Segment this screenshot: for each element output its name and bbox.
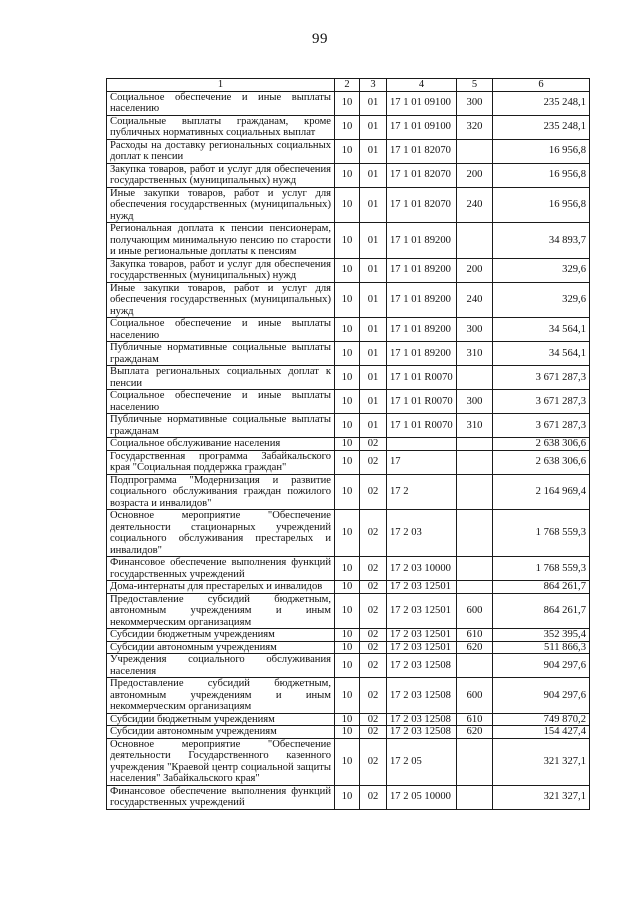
table-row xyxy=(107,785,590,809)
expense-type-cell: 300 xyxy=(457,91,493,115)
row-name-cell: Финансовое обеспечение выполнения функций государственных учреждений xyxy=(107,785,335,809)
target-article-cell: 17 2 03 xyxy=(387,510,457,557)
section-code-cell: 10 xyxy=(335,557,360,581)
target-article-cell: 17 1 01 09100 xyxy=(387,115,457,139)
subsection-code-cell: 01 xyxy=(360,163,387,187)
subsection-code-cell: 02 xyxy=(360,581,387,594)
section-code-cell: 10 xyxy=(335,678,360,714)
section-code-cell: 10 xyxy=(335,641,360,654)
expense-type-cell: 610 xyxy=(457,713,493,726)
target-article-cell: 17 2 03 12508 xyxy=(387,654,457,678)
amount-cell: 3 671 287,3 xyxy=(493,390,590,414)
table-row xyxy=(107,641,590,654)
amount-cell: 2 638 306,6 xyxy=(493,438,590,451)
section-code-cell: 10 xyxy=(335,726,360,739)
amount-cell: 34 893,7 xyxy=(493,223,590,259)
subsection-code-cell: 01 xyxy=(360,91,387,115)
subsection-code-cell: 02 xyxy=(360,438,387,451)
subsection-code-cell: 02 xyxy=(360,713,387,726)
row-name-cell: Закупка товаров, работ и услуг для обеспечения государственных (муниципальных) нужд xyxy=(107,163,335,187)
column-header: 1 xyxy=(107,79,335,92)
target-article-cell: 17 2 03 12508 xyxy=(387,726,457,739)
amount-cell: 3 671 287,3 xyxy=(493,366,590,390)
target-article-cell: 17 2 03 12508 xyxy=(387,713,457,726)
table-row xyxy=(107,115,590,139)
section-code-cell: 10 xyxy=(335,390,360,414)
amount-cell: 511 866,3 xyxy=(493,641,590,654)
expense-type-cell: 310 xyxy=(457,414,493,438)
table-row xyxy=(107,139,590,163)
subsection-code-cell: 01 xyxy=(360,258,387,282)
subsection-code-cell: 01 xyxy=(360,282,387,318)
subsection-code-cell: 02 xyxy=(360,785,387,809)
amount-cell: 2 164 969,4 xyxy=(493,474,590,510)
amount-cell: 235 248,1 xyxy=(493,91,590,115)
table-row xyxy=(107,581,590,594)
expense-type-cell: 240 xyxy=(457,187,493,223)
section-code-cell: 10 xyxy=(335,282,360,318)
expense-type-cell xyxy=(457,366,493,390)
amount-cell: 329,6 xyxy=(493,258,590,282)
target-article-cell: 17 1 01 82070 xyxy=(387,187,457,223)
subsection-code-cell: 02 xyxy=(360,629,387,642)
row-name-cell: Социальное обслуживание населения xyxy=(107,438,335,451)
row-name-cell: Основное мероприятие "Обеспечение деятельности стационарных учреждений социального обслуживания престарелых и инвалидов" xyxy=(107,510,335,557)
target-article-cell: 17 2 03 12501 xyxy=(387,629,457,642)
table-row xyxy=(107,726,590,739)
amount-cell: 2 638 306,6 xyxy=(493,450,590,474)
column-header: 5 xyxy=(457,79,493,92)
subsection-code-cell: 02 xyxy=(360,450,387,474)
column-header: 4 xyxy=(387,79,457,92)
section-code-cell: 10 xyxy=(335,163,360,187)
expense-type-cell: 600 xyxy=(457,678,493,714)
section-code-cell: 10 xyxy=(335,318,360,342)
amount-cell: 16 956,8 xyxy=(493,163,590,187)
target-article-cell: 17 2 03 12501 xyxy=(387,641,457,654)
section-code-cell: 10 xyxy=(335,342,360,366)
table-row xyxy=(107,91,590,115)
expense-type-cell xyxy=(457,738,493,785)
budget-table xyxy=(106,78,590,810)
expense-type-cell: 300 xyxy=(457,390,493,414)
subsection-code-cell: 01 xyxy=(360,342,387,366)
target-article-cell: 17 2 03 10000 xyxy=(387,557,457,581)
subsection-code-cell: 01 xyxy=(360,390,387,414)
table-header-row xyxy=(107,79,590,92)
section-code-cell: 10 xyxy=(335,438,360,451)
expense-type-cell: 310 xyxy=(457,342,493,366)
table-row xyxy=(107,223,590,259)
section-code-cell: 10 xyxy=(335,654,360,678)
expense-type-cell: 240 xyxy=(457,282,493,318)
table-row xyxy=(107,474,590,510)
section-code-cell: 10 xyxy=(335,785,360,809)
subsection-code-cell: 01 xyxy=(360,187,387,223)
expense-type-cell: 620 xyxy=(457,726,493,739)
section-code-cell: 10 xyxy=(335,187,360,223)
subsection-code-cell: 02 xyxy=(360,654,387,678)
column-header: 3 xyxy=(360,79,387,92)
expense-type-cell: 610 xyxy=(457,629,493,642)
expense-type-cell: 200 xyxy=(457,163,493,187)
expense-type-cell xyxy=(457,223,493,259)
table-row xyxy=(107,654,590,678)
row-name-cell: Публичные нормативные социальные выплаты гражданам xyxy=(107,342,335,366)
target-article-cell: 17 2 03 12501 xyxy=(387,593,457,629)
subsection-code-cell: 01 xyxy=(360,139,387,163)
subsection-code-cell: 02 xyxy=(360,726,387,739)
column-header: 6 xyxy=(493,79,590,92)
table-row xyxy=(107,258,590,282)
subsection-code-cell: 02 xyxy=(360,593,387,629)
amount-cell: 904 297,6 xyxy=(493,678,590,714)
row-name-cell: Социальное обеспечение и иные выплаты населению xyxy=(107,318,335,342)
amount-cell: 321 327,1 xyxy=(493,785,590,809)
subsection-code-cell: 02 xyxy=(360,678,387,714)
table-row xyxy=(107,510,590,557)
section-code-cell: 10 xyxy=(335,258,360,282)
subsection-code-cell: 02 xyxy=(360,474,387,510)
target-article-cell: 17 1 01 R0070 xyxy=(387,366,457,390)
table-row xyxy=(107,557,590,581)
table-row xyxy=(107,282,590,318)
table-row xyxy=(107,629,590,642)
row-name-cell: Социальное обеспечение и иные выплаты населению xyxy=(107,91,335,115)
row-name-cell: Финансовое обеспечение выполнения функций государственных учреждений xyxy=(107,557,335,581)
target-article-cell: 17 1 01 09100 xyxy=(387,91,457,115)
row-name-cell: Социальное обеспечение и иные выплаты населению xyxy=(107,390,335,414)
expense-type-cell xyxy=(457,510,493,557)
table-row xyxy=(107,187,590,223)
row-name-cell: Государственная программа Забайкальского края "Социальная поддержка граждан" xyxy=(107,450,335,474)
subsection-code-cell: 01 xyxy=(360,366,387,390)
table-row xyxy=(107,318,590,342)
row-name-cell: Закупка товаров, работ и услуг для обеспечения государственных (муниципальных) нужд xyxy=(107,258,335,282)
amount-cell: 235 248,1 xyxy=(493,115,590,139)
table-row xyxy=(107,593,590,629)
subsection-code-cell: 01 xyxy=(360,115,387,139)
subsection-code-cell: 01 xyxy=(360,414,387,438)
section-code-cell: 10 xyxy=(335,581,360,594)
section-code-cell: 10 xyxy=(335,139,360,163)
section-code-cell: 10 xyxy=(335,115,360,139)
target-article-cell: 17 2 xyxy=(387,474,457,510)
target-article-cell: 17 2 05 10000 xyxy=(387,785,457,809)
row-name-cell: Социальные выплаты гражданам, кроме публичных нормативных социальных выплат xyxy=(107,115,335,139)
section-code-cell: 10 xyxy=(335,713,360,726)
target-article-cell: 17 1 01 82070 xyxy=(387,163,457,187)
target-article-cell: 17 xyxy=(387,450,457,474)
amount-cell: 16 956,8 xyxy=(493,139,590,163)
expense-type-cell xyxy=(457,450,493,474)
amount-cell: 154 427,4 xyxy=(493,726,590,739)
amount-cell: 352 395,4 xyxy=(493,629,590,642)
expense-type-cell: 620 xyxy=(457,641,493,654)
amount-cell: 904 297,6 xyxy=(493,654,590,678)
expense-type-cell: 200 xyxy=(457,258,493,282)
row-name-cell: Субсидии бюджетным учреждениям xyxy=(107,629,335,642)
table-row xyxy=(107,738,590,785)
expense-type-cell xyxy=(457,557,493,581)
table-row xyxy=(107,366,590,390)
target-article-cell: 17 1 01 89200 xyxy=(387,223,457,259)
table-row xyxy=(107,713,590,726)
amount-cell: 864 261,7 xyxy=(493,581,590,594)
amount-cell: 321 327,1 xyxy=(493,738,590,785)
row-name-cell: Подпрограмма "Модернизация и развитие социального обслуживания граждан пожилого возраста и инвалидов" xyxy=(107,474,335,510)
subsection-code-cell: 02 xyxy=(360,641,387,654)
section-code-cell: 10 xyxy=(335,474,360,510)
table-body xyxy=(107,91,590,809)
row-name-cell: Публичные нормативные социальные выплаты гражданам xyxy=(107,414,335,438)
section-code-cell: 10 xyxy=(335,450,360,474)
target-article-cell: 17 1 01 R0070 xyxy=(387,414,457,438)
expense-type-cell xyxy=(457,438,493,451)
amount-cell: 1 768 559,3 xyxy=(493,510,590,557)
expense-type-cell xyxy=(457,139,493,163)
table-row xyxy=(107,163,590,187)
table-row xyxy=(107,438,590,451)
expense-type-cell xyxy=(457,654,493,678)
row-name-cell: Иные закупки товаров, работ и услуг для обеспечения государственных (муниципальных) нужд xyxy=(107,282,335,318)
section-code-cell: 10 xyxy=(335,414,360,438)
section-code-cell: 10 xyxy=(335,629,360,642)
row-name-cell: Выплата региональных социальных доплат к пенсии xyxy=(107,366,335,390)
page-number: 99 xyxy=(312,31,328,47)
target-article-cell: 17 2 05 xyxy=(387,738,457,785)
row-name-cell: Иные закупки товаров, работ и услуг для обеспечения государственных (муниципальных) нужд xyxy=(107,187,335,223)
subsection-code-cell: 02 xyxy=(360,510,387,557)
section-code-cell: 10 xyxy=(335,593,360,629)
amount-cell: 34 564,1 xyxy=(493,318,590,342)
row-name-cell: Предоставление субсидий бюджетным, автономным учреждениям и иным некоммерческим организациям xyxy=(107,678,335,714)
section-code-cell: 10 xyxy=(335,91,360,115)
section-code-cell: 10 xyxy=(335,366,360,390)
row-name-cell: Расходы на доставку региональных социальных доплат к пенсии xyxy=(107,139,335,163)
target-article-cell: 17 2 03 12501 xyxy=(387,581,457,594)
expense-type-cell: 300 xyxy=(457,318,493,342)
amount-cell: 16 956,8 xyxy=(493,187,590,223)
row-name-cell: Предоставление субсидий бюджетным, автономным учреждениям и иным некоммерческим организациям xyxy=(107,593,335,629)
column-header: 2 xyxy=(335,79,360,92)
expense-type-cell xyxy=(457,474,493,510)
amount-cell: 749 870,2 xyxy=(493,713,590,726)
amount-cell: 329,6 xyxy=(493,282,590,318)
target-article-cell: 17 1 01 89200 xyxy=(387,258,457,282)
row-name-cell: Дома-интернаты для престарелых и инвалидов xyxy=(107,581,335,594)
row-name-cell: Учреждения социального обслуживания населения xyxy=(107,654,335,678)
target-article-cell xyxy=(387,438,457,451)
amount-cell: 864 261,7 xyxy=(493,593,590,629)
expense-type-cell xyxy=(457,581,493,594)
subsection-code-cell: 02 xyxy=(360,738,387,785)
section-code-cell: 10 xyxy=(335,510,360,557)
row-name-cell: Субсидии бюджетным учреждениям xyxy=(107,713,335,726)
expense-type-cell: 600 xyxy=(457,593,493,629)
subsection-code-cell: 02 xyxy=(360,557,387,581)
section-code-cell: 10 xyxy=(335,738,360,785)
section-code-cell: 10 xyxy=(335,223,360,259)
expense-type-cell xyxy=(457,785,493,809)
table-row xyxy=(107,450,590,474)
table-row xyxy=(107,342,590,366)
subsection-code-cell: 01 xyxy=(360,223,387,259)
row-name-cell: Субсидии автономным учреждениям xyxy=(107,641,335,654)
target-article-cell: 17 1 01 89200 xyxy=(387,282,457,318)
target-article-cell: 17 1 01 89200 xyxy=(387,318,457,342)
row-name-cell: Субсидии автономным учреждениям xyxy=(107,726,335,739)
target-article-cell: 17 1 01 89200 xyxy=(387,342,457,366)
amount-cell: 1 768 559,3 xyxy=(493,557,590,581)
table-row xyxy=(107,390,590,414)
target-article-cell: 17 1 01 82070 xyxy=(387,139,457,163)
table-row xyxy=(107,414,590,438)
subsection-code-cell: 01 xyxy=(360,318,387,342)
amount-cell: 34 564,1 xyxy=(493,342,590,366)
table-row xyxy=(107,678,590,714)
expense-type-cell: 320 xyxy=(457,115,493,139)
target-article-cell: 17 1 01 R0070 xyxy=(387,390,457,414)
row-name-cell: Основное мероприятие "Обеспечение деятельности Государственного казенного учреждения "Краевой центр социальной защиты населения" Забайкальского края" xyxy=(107,738,335,785)
target-article-cell: 17 2 03 12508 xyxy=(387,678,457,714)
amount-cell: 3 671 287,3 xyxy=(493,414,590,438)
row-name-cell: Региональная доплата к пенсии пенсионерам, получающим минимальную пенсию по старости и иные региональные доплаты к пенсиям xyxy=(107,223,335,259)
